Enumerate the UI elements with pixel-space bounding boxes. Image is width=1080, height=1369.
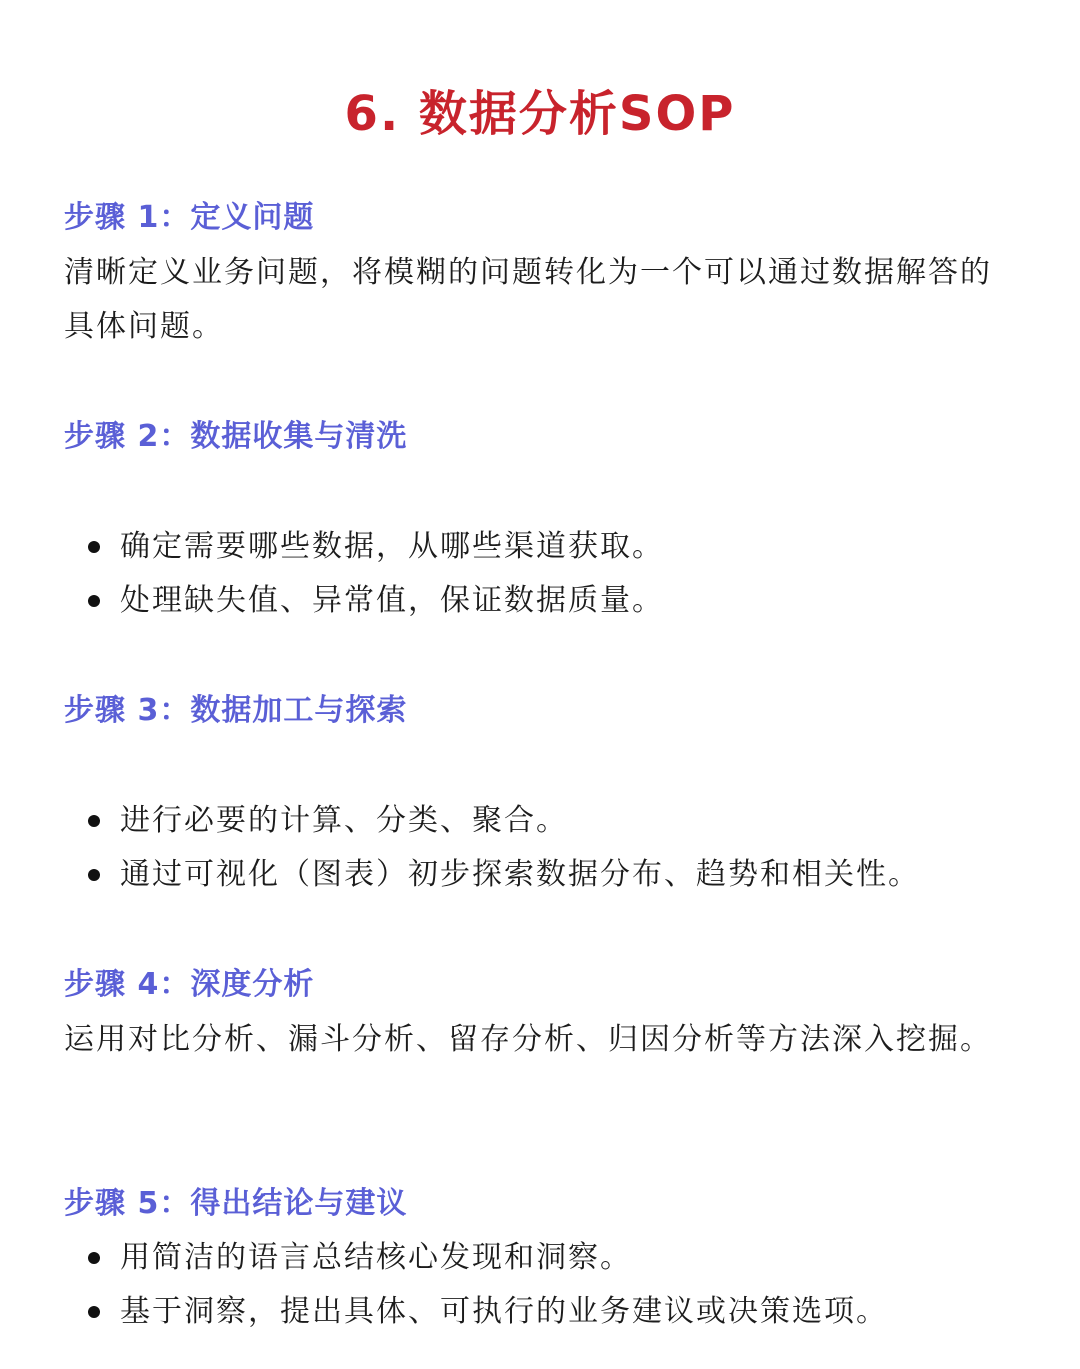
step-5-heading: 步骤 5：得出结论与建议 (64, 1186, 408, 1221)
bullet-dot-icon (88, 1252, 100, 1264)
list-item-text: 处理缺失值、异常值，保证数据质量。 (120, 583, 664, 618)
list-item (88, 520, 664, 574)
list-item (88, 848, 920, 902)
bullet-dot-icon (88, 595, 100, 607)
bullet-dot-icon (88, 815, 100, 827)
step-2-bullet-list (88, 520, 664, 628)
step-1-body: 清晰定义业务问题，将模糊的问题转化为一个可以通过数据解答的具体问题。 (64, 255, 992, 344)
step-3-bullet-list (88, 794, 920, 902)
step-3-heading: 步骤 3：数据加工与探索 (64, 693, 408, 728)
list-item-text: 通过可视化（图表）初步探索数据分布、趋势和相关性。 (120, 857, 920, 892)
step-4-heading: 步骤 4：深度分析 (64, 967, 315, 1002)
list-item (88, 794, 920, 848)
step-1-heading: 步骤 1：定义问题 (64, 200, 315, 235)
step-4-body: 运用对比分析、漏斗分析、留存分析、归因分析等方法深入挖掘。 (64, 1022, 992, 1057)
bullet-dot-icon (88, 1306, 100, 1318)
list-item-text: 用简洁的语言总结核心发现和洞察。 (120, 1240, 632, 1275)
list-item (88, 1231, 888, 1285)
list-item (88, 574, 664, 628)
step-5-bullet-list (88, 1231, 888, 1339)
list-item-text: 进行必要的计算、分类、聚合。 (120, 803, 568, 838)
step-2-heading: 步骤 2：数据收集与清洗 (64, 419, 408, 454)
list-item-text: 确定需要哪些数据，从哪些渠道获取。 (120, 529, 664, 564)
bullet-dot-icon (88, 869, 100, 881)
bullet-dot-icon (88, 541, 100, 553)
list-item (88, 1285, 888, 1339)
page-title: 6. 数据分析SOP (344, 86, 736, 142)
list-item-text: 基于洞察，提出具体、可执行的业务建议或决策选项。 (120, 1294, 888, 1329)
